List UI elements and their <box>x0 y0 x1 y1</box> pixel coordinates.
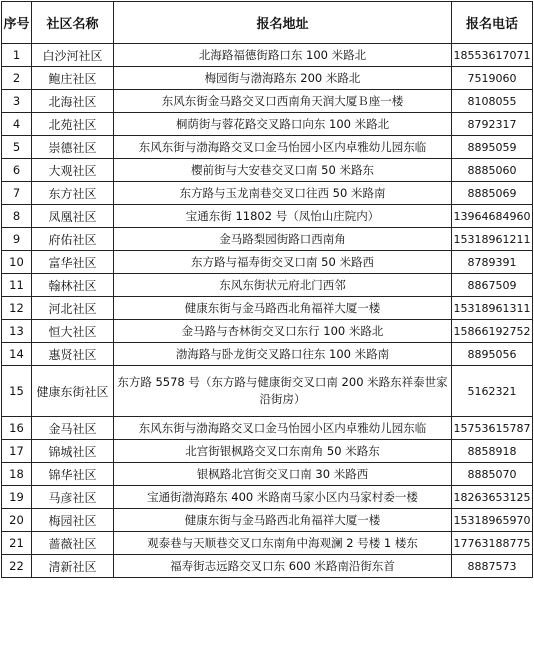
row-address: 宝通东街 11802 号（凤怡山庄院内） <box>114 205 452 228</box>
row-community: 锦城社区 <box>32 440 114 463</box>
row-no: 11 <box>2 274 32 297</box>
row-no: 22 <box>2 555 32 578</box>
row-address: 桐荫街与蓉花路交叉路口向东 100 米路北 <box>114 113 452 136</box>
row-address: 宝通街渤海路东 400 米路南马家小区内马家村委一楼 <box>114 486 452 509</box>
row-no: 15 <box>2 366 32 417</box>
row-address: 东方路与福寿街交叉口南 50 米路西 <box>114 251 452 274</box>
row-phone: 8885060 <box>452 159 533 182</box>
row-address: 银枫路北宫街交叉口南 30 米路西 <box>114 463 452 486</box>
row-phone: 8895059 <box>452 136 533 159</box>
row-no: 4 <box>2 113 32 136</box>
row-phone: 8867509 <box>452 274 533 297</box>
row-community: 东方社区 <box>32 182 114 205</box>
row-no: 16 <box>2 417 32 440</box>
row-address: 渤海路与卧龙街交叉路口往东 100 米路南 <box>114 343 452 366</box>
row-address: 梅园街与渤海路东 200 米路北 <box>114 67 452 90</box>
row-phone: 7519060 <box>452 67 533 90</box>
row-community: 金马社区 <box>32 417 114 440</box>
row-no: 10 <box>2 251 32 274</box>
table-row <box>2 463 533 486</box>
row-address: 观泰巷与天顺巷交叉口东南角中海观澜 2 号楼 1 楼东 <box>114 532 452 555</box>
row-phone: 8792317 <box>452 113 533 136</box>
row-address: 东方路与玉龙南巷交叉口往西 50 米路南 <box>114 182 452 205</box>
row-no: 3 <box>2 90 32 113</box>
row-address: 东风东街与渤海路交叉口金马怡园小区内卓雅幼儿园东临 <box>114 136 452 159</box>
table-row <box>2 440 533 463</box>
row-community: 北海社区 <box>32 90 114 113</box>
row-phone: 15318961311 <box>452 297 533 320</box>
table-row <box>2 228 533 251</box>
row-community: 健康东街社区 <box>32 366 114 417</box>
row-address: 北海路福德街路口东 100 米路北 <box>114 44 452 67</box>
row-address: 东风东街金马路交叉口西南角天润大厦Ｂ座一楼 <box>114 90 452 113</box>
table-row <box>2 320 533 343</box>
row-phone: 17763188775 <box>452 532 533 555</box>
table-row <box>2 532 533 555</box>
row-phone: 5162321 <box>452 366 533 417</box>
header-address: 报名地址 <box>114 2 452 44</box>
row-phone: 18263653125 <box>452 486 533 509</box>
row-phone: 15866192752 <box>452 320 533 343</box>
header-phone: 报名电话 <box>452 2 533 44</box>
row-address: 东方路 5578 号（东方路与健康街交叉口南 200 米路东祥泰世家沿街房） <box>114 366 452 417</box>
row-no: 12 <box>2 297 32 320</box>
row-community: 翰林社区 <box>32 274 114 297</box>
row-no: 1 <box>2 44 32 67</box>
row-phone: 15753615787 <box>452 417 533 440</box>
row-no: 19 <box>2 486 32 509</box>
row-no: 14 <box>2 343 32 366</box>
header-no: 序号 <box>2 2 32 44</box>
row-community: 锦华社区 <box>32 463 114 486</box>
row-community: 恒大社区 <box>32 320 114 343</box>
row-phone: 18553617071 <box>452 44 533 67</box>
row-community: 府佑社区 <box>32 228 114 251</box>
row-address: 樱前街与大安巷交叉口南 50 米路东 <box>114 159 452 182</box>
row-address: 东风东街状元府北门西邻 <box>114 274 452 297</box>
table-row <box>2 136 533 159</box>
row-community: 北苑社区 <box>32 113 114 136</box>
row-community: 白沙河社区 <box>32 44 114 67</box>
header-community: 社区名称 <box>32 2 114 44</box>
row-community: 惠贤社区 <box>32 343 114 366</box>
row-community: 梅园社区 <box>32 509 114 532</box>
row-community: 鲍庄社区 <box>32 67 114 90</box>
table-row <box>2 44 533 67</box>
table-row <box>2 90 533 113</box>
table-row <box>2 67 533 90</box>
row-address: 福寿街志远路交叉口东 600 米路南沿街东首 <box>114 555 452 578</box>
table-row <box>2 366 533 417</box>
row-no: 9 <box>2 228 32 251</box>
row-address: 东风东街与渤海路交叉口金马怡园小区内卓雅幼儿园东临 <box>114 417 452 440</box>
table-row <box>2 297 533 320</box>
row-community: 蔷薇社区 <box>32 532 114 555</box>
registration-table-container <box>1 1 533 578</box>
table-row <box>2 343 533 366</box>
row-phone: 13964684960 <box>452 205 533 228</box>
row-community: 清新社区 <box>32 555 114 578</box>
row-community: 富华社区 <box>32 251 114 274</box>
row-address: 健康东街与金马路西北角福祥大厦一楼 <box>114 297 452 320</box>
table-row <box>2 274 533 297</box>
row-phone: 8887573 <box>452 555 533 578</box>
table-row <box>2 182 533 205</box>
row-community: 马彦社区 <box>32 486 114 509</box>
table-row <box>2 486 533 509</box>
row-community: 大观社区 <box>32 159 114 182</box>
row-community: 崇德社区 <box>32 136 114 159</box>
table-header-row <box>2 2 533 44</box>
row-no: 5 <box>2 136 32 159</box>
row-phone: 8858918 <box>452 440 533 463</box>
row-phone: 8885069 <box>452 182 533 205</box>
table-row <box>2 159 533 182</box>
row-no: 18 <box>2 463 32 486</box>
registration-table <box>1 1 533 578</box>
row-no: 8 <box>2 205 32 228</box>
table-row <box>2 205 533 228</box>
row-address: 金马路与杏林街交叉口东行 100 米路北 <box>114 320 452 343</box>
row-no: 7 <box>2 182 32 205</box>
row-phone: 8789391 <box>452 251 533 274</box>
row-phone: 8108055 <box>452 90 533 113</box>
row-community: 河北社区 <box>32 297 114 320</box>
row-no: 2 <box>2 67 32 90</box>
row-phone: 15318965970 <box>452 509 533 532</box>
row-address: 金马路梨园街路口西南角 <box>114 228 452 251</box>
row-no: 20 <box>2 509 32 532</box>
row-address: 健康东街与金马路西北角福祥大厦一楼 <box>114 509 452 532</box>
row-phone: 8895056 <box>452 343 533 366</box>
table-row <box>2 251 533 274</box>
table-row <box>2 555 533 578</box>
table-row <box>2 509 533 532</box>
row-community: 凤凰社区 <box>32 205 114 228</box>
row-address: 北宫街银枫路交叉口东南角 50 米路东 <box>114 440 452 463</box>
row-no: 6 <box>2 159 32 182</box>
row-phone: 8885070 <box>452 463 533 486</box>
row-no: 17 <box>2 440 32 463</box>
row-no: 21 <box>2 532 32 555</box>
row-phone: 15318961211 <box>452 228 533 251</box>
table-row <box>2 417 533 440</box>
table-row <box>2 113 533 136</box>
row-no: 13 <box>2 320 32 343</box>
